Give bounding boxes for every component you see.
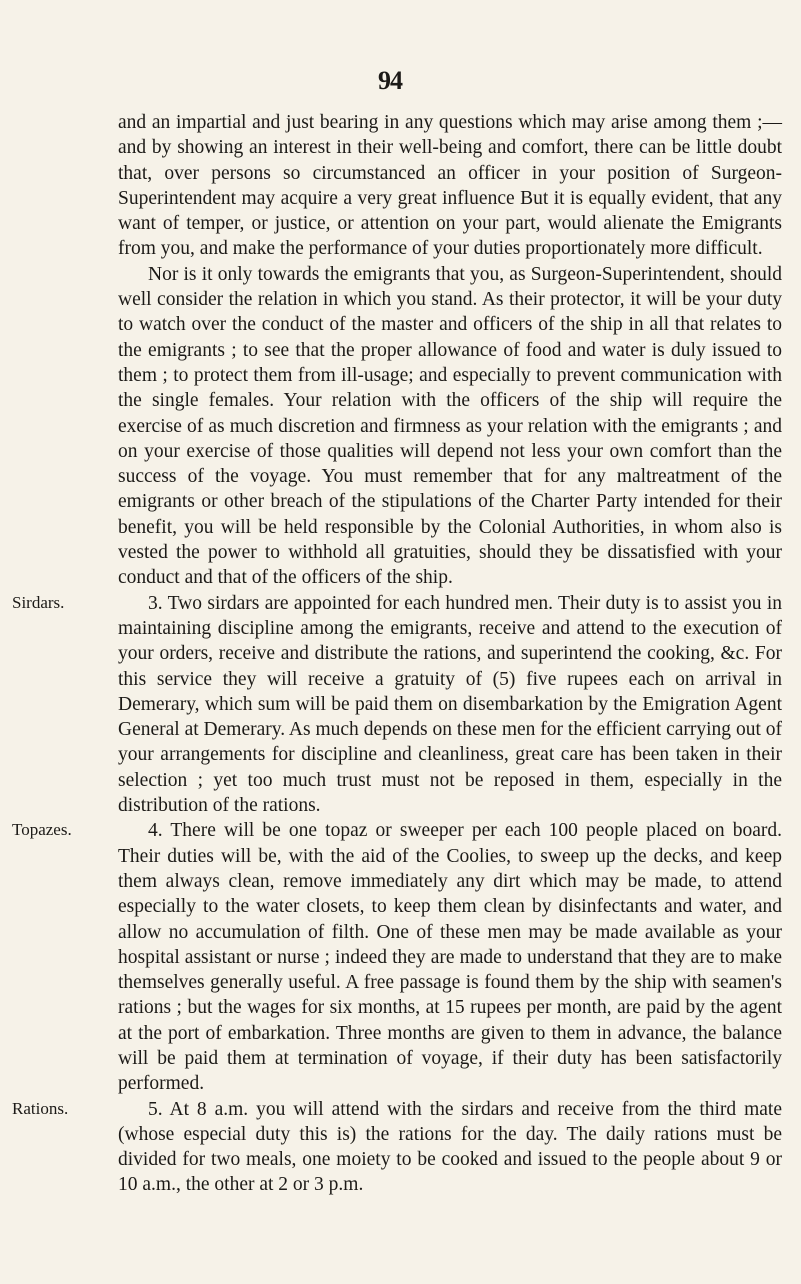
- paragraph-sirdars: 3. Two sirdars are appointed for each hundred men. Their duty is to assist you in maintaining discipline among the emigrants, receive and attend to the execution of your orders, receive and distribute the rations, and superintend the cooking, &c. For this service they will receive a gratuity of (5) five rupees each on arrival in Demerary, which sum will be paid them on disembarkation by the Emigration Agent General at Demerary. As much depends on these men for the efficient carrying out of your arrangements for discipline and cleanliness, great care has been taken in their selection ; yet too much trust must not be reposed in them, especially in the distribution of the rations.: [118, 592, 782, 817]
- margin-note-topazes: Topazes.: [12, 820, 72, 839]
- paragraph-topazes: 4. There will be one topaz or sweeper per each 100 people placed on board. Their duties will be, with the aid of the Coolies, to sweep up the decks, and keep them always clean, remove immediately any dirt which may be made, to attend especially to the water closets, to keep them clean by disinfectants and water, and allow no accumulation of filth. One of these men may be made available as your hospital assistant or nurse ; indeed they are made to understand that they are to make themselves generally useful. A free passage is found them by the ship with seamen's rations ; but the wages for six months, at 15 rupees per month, are paid by the agent at the port of embarkation. Three months are given to them in advance, the balance will be paid them at termination of voyage, if their duty has been satisfactorily performed.: [118, 820, 782, 1095]
- margin-note-sirdars: Sirdars.: [12, 593, 65, 612]
- paragraph-continuation: and an impartial and just bearing in any questions which may arise among them ;—and by showing an interest in their well-being and comfort, there can be little doubt that, over persons so circumstanced an officer in your position of Surgeon-Superintendent may acquire a very great influence But it is equally evident, that any want of temper, or justice, or attention on your part, would alienate the Emigrants from you, and make the performance of your duties proportionately more difficult.: [118, 112, 782, 260]
- page-number: 94: [378, 66, 402, 95]
- paragraph-relations: Nor is it only towards the emigrants that you, as Surgeon-Superintendent, should well consider the relation in which you stand. As their protector, it will be your duty to watch over the conduct of the master and officers of the ship in all that relates to the emigrants ; to see that the proper allowance of food and water is duly issued to them ; to protect them from ill-usage; and especially to prevent communication with the single females. Your relation with the officers of the ship will require the exercise of as much discretion and firmness as your relation with the emigrants ; and on your exercise of those qualities will depend not less your own comfort than the success of the voyage. You must remember that for any maltreatment of the emigrants or other breach of the stipulations of the Charter Party intended for their benefit, you will be held responsible by the Colonial Authorities, in whom also is vested the power to withhold all gratuities, should they be dissatisfied with your conduct and that of the officers of the ship.: [118, 263, 782, 589]
- paragraph-rations: 5. At 8 a.m. you will attend with the sirdars and receive from the third mate (whose especial duty this is) the rations for the day. The daily rations must be divided for two meals, one moiety to be cooked and issued to the people about 9 or 10 a.m., the other at 2 or 3 p.m.: [118, 1098, 782, 1196]
- margin-note-rations: Rations.: [12, 1099, 69, 1118]
- body-text: [118, 110, 782, 1198]
